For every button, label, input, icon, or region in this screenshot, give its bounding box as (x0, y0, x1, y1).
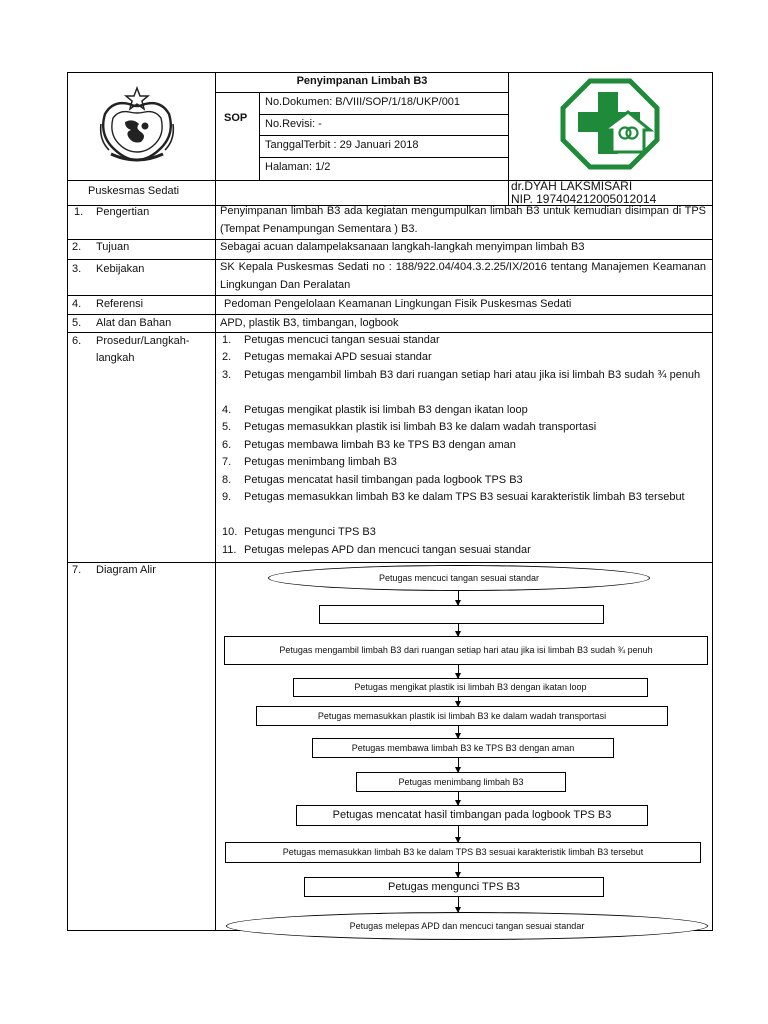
step-number: 4. (222, 404, 232, 416)
document-number: No.Dokumen: B/VIII/SOP/1/18/UKP/001 (265, 96, 461, 108)
section-num-pengertian: 1. (74, 206, 84, 218)
flow-node-6: Petugas membawa limbah B3 ke TPS B3 dengan aman (312, 738, 614, 758)
document-title: Penyimpanan Limbah B3 (296, 75, 428, 87)
section-num-prosedur: 6. (72, 335, 82, 347)
pengertian-text: Penyimpanan limbah B3 ada kegiatan mengumpulkan limbah B3 untuk kemudian disimpan di TPS (Tempat Penampungan Sementara ) B3. (220, 205, 706, 235)
section-num-referensi: 4. (72, 298, 82, 310)
flow-arrow (458, 792, 459, 805)
flow-start-node: Petugas mencuci tangan sesuai standar (268, 565, 650, 591)
section-num-kebijakan: 3. (72, 263, 82, 275)
section-label-diagram: Diagram Alir (96, 564, 156, 576)
step-text: Petugas menimbang limbah B3 (244, 456, 397, 468)
flow-end-node: Petugas melepas APD dan mencuci tangan sesuai standar (226, 912, 708, 940)
section-num-diagram: 7. (72, 564, 82, 576)
revision-number: No.Revisi: - (265, 118, 322, 130)
step-number: 6. (222, 439, 232, 451)
section-label-prosedur-1: Prosedur/Langkah- (96, 335, 190, 347)
step-number: 5. (222, 421, 232, 433)
section-label-pengertian: Pengertian (96, 206, 150, 218)
step-number: 11. (222, 544, 237, 556)
step-text: Petugas memasukkan limbah B3 ke dalam TPS B3 sesuai karakteristik limbah B3 tersebut (244, 491, 685, 503)
issue-date: TanggalTerbit : 29 Januari 2018 (265, 139, 419, 151)
step-text: Petugas melepas APD dan mencuci tangan sesuai standar (244, 544, 531, 556)
sop-label: SOP (224, 112, 248, 124)
flow-arrow (458, 697, 459, 706)
flow-node-8: Petugas mencatat hasil timbangan pada logbook TPS B3 (296, 805, 648, 826)
step-number: 2. (222, 351, 232, 363)
flow-node-2 (319, 605, 604, 624)
alat-text: APD, plastik B3, timbangan, logbook (220, 317, 399, 329)
flow-arrow (458, 826, 459, 842)
tujuan-text: Sebagai acuan dalampelaksanaan langkah-langkah menyimpan limbah B3 (220, 241, 585, 253)
step-text: Petugas mengambil limbah B3 dari ruangan setiap hari atau jika isi limbah B3 sudah ¾ penuh (244, 369, 701, 381)
signer-nip: NIP. 197404212005012014 (511, 192, 657, 206)
flow-node-3: Petugas mengambil limbah B3 dari ruangan setiap hari atau jika isi limbah B3 sudah ¾ penuh (224, 636, 708, 665)
flow-node-4: Petugas mengikat plastik isi limbah B3 dengan ikatan loop (293, 678, 648, 697)
section-label-tujuan: Tujuan (96, 241, 130, 253)
step-text: Petugas mengunci TPS B3 (244, 526, 376, 538)
step-number: 7. (222, 456, 232, 468)
flow-arrow (458, 665, 459, 678)
section-label-referensi: Referensi (96, 298, 144, 310)
flow-node-7: Petugas menimbang limbah B3 (356, 772, 566, 792)
section-num-alat: 5. (72, 317, 82, 329)
step-number: 1. (222, 334, 232, 346)
step-number: 3. (222, 369, 232, 381)
step-number: 8. (222, 474, 232, 486)
institution-name: Puskesmas Sedati (88, 185, 180, 197)
step-text: Petugas memasukkan plastik isi limbah B3 ke dalam wadah transportasi (244, 421, 597, 433)
section-num-tujuan: 2. (72, 241, 82, 253)
flow-node-5: Petugas memasukkan plastik isi limbah B3 ke dalam wadah transportasi (256, 706, 668, 726)
step-text: Petugas mencatat hasil timbangan pada logbook TPS B3 (244, 474, 523, 486)
signer-name: dr.DYAH LAKSMISARI (511, 179, 633, 193)
flow-node-10: Petugas mengunci TPS B3 (304, 877, 604, 897)
referensi-text: Pedoman Pengelolaan Keamanan Lingkungan Fisik Puskesmas Sedati (224, 298, 572, 310)
step-text: Petugas memakai APD sesuai standar (244, 351, 432, 363)
flow-node-9: Petugas memasukkan limbah B3 ke dalam TPS B3 sesuai karakteristik limbah B3 tersebut (225, 842, 701, 863)
step-text: Petugas mengikat plastik isi limbah B3 dengan ikatan loop (244, 404, 528, 416)
section-label-prosedur-2: langkah (96, 352, 135, 364)
flow-arrow (458, 863, 459, 877)
puskesmas-logo (560, 78, 660, 170)
flow-arrow (458, 726, 459, 738)
page-number: Halaman: 1/2 (265, 161, 331, 173)
section-label-kebijakan: Kebijakan (96, 263, 145, 275)
step-number: 9. (222, 491, 232, 503)
kebijakan-text: SK Kepala Puskesmas Sedati no : 188/922.04/404.3.2.25/IX/2016 tentang Manajemen Keamanan Lingkungan Dan Peralatan (220, 261, 706, 291)
step-text: Petugas mencuci tangan sesuai standar (244, 334, 440, 346)
flow-arrow (458, 758, 459, 772)
regency-seal-logo (95, 84, 179, 168)
flow-arrow (458, 897, 459, 912)
section-label-alat: Alat dan Bahan (96, 317, 172, 329)
flow-arrow (458, 624, 459, 636)
step-text: Petugas membawa limbah B3 ke TPS B3 dengan aman (244, 439, 516, 451)
step-number: 10. (222, 526, 238, 538)
flow-arrow (458, 591, 459, 605)
